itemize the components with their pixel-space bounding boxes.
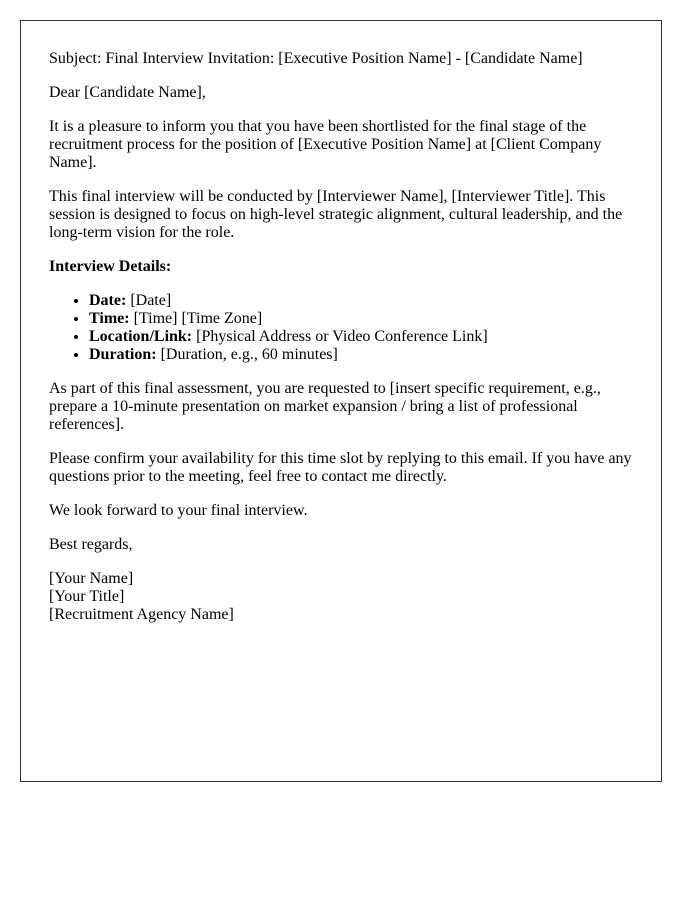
signature-agency: [Recruitment Agency Name] bbox=[49, 606, 234, 623]
details-heading: Interview Details: bbox=[49, 258, 172, 275]
detail-duration: • Duration: [Duration, e.g., 60 minutes] bbox=[89, 346, 633, 364]
detail-date: • Date: [Date] bbox=[89, 292, 633, 310]
detail-location: • Location/Link: [Physical Address or Video Conference Link] bbox=[89, 328, 633, 346]
paragraph-interviewer: This final interview will be conducted by [Interviewer Name], [Interviewer Title]. This session is designed to focus on high-level strategic alignment, cultural leadership, and the long-term vision for the role. bbox=[49, 188, 623, 241]
closing: Best regards, bbox=[49, 536, 133, 553]
signature bbox=[49, 570, 633, 624]
greeting: Dear [Candidate Name], bbox=[49, 84, 206, 101]
paragraph-look-forward: We look forward to your final interview. bbox=[49, 502, 308, 519]
signature-name: [Your Name] bbox=[49, 570, 134, 587]
subject-line: Subject: Final Interview Invitation: [Executive Position Name] - [Candidate Name] bbox=[49, 50, 583, 67]
detail-time: • Time: [Time] [Time Zone] bbox=[89, 310, 633, 328]
paragraph-shortlisted: It is a pleasure to inform you that you have been shortlisted for the final stage of the recruitment process for the position of [Executive Position Name] at [Client Company Name]. bbox=[49, 118, 602, 171]
paragraph-confirm: Please confirm your availability for this time slot by replying to this email. If you have any questions prior to the meeting, feel free to contact me directly. bbox=[49, 450, 632, 485]
letter-container bbox=[20, 20, 662, 782]
paragraph-assessment: As part of this final assessment, you are requested to [insert specific requirement, e.g., prepare a 10-minute presentation on market expansion / bring a list of professional references]. bbox=[49, 380, 601, 433]
signature-title: [Your Title] bbox=[49, 588, 125, 605]
details-list bbox=[49, 292, 633, 364]
